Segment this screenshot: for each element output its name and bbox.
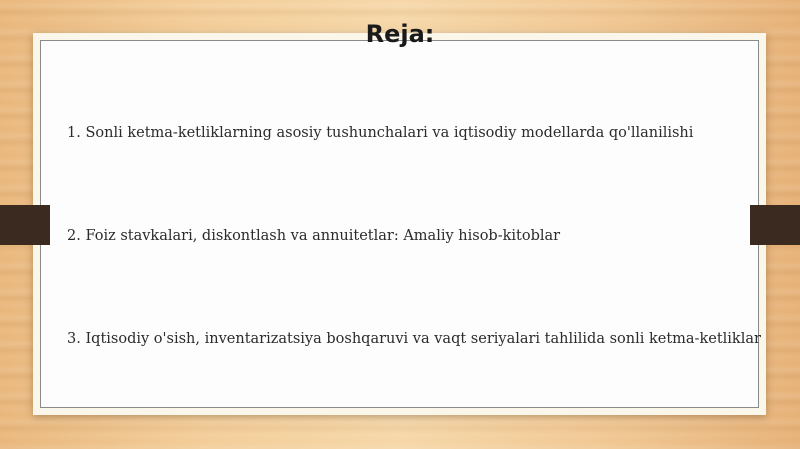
plan-item-3: 3. Iqtisodiy o'sish, inventarizatsiya boshqaruvi va vaqt seriyalari tahlilida sonli ketma-ketliklar [67, 331, 761, 347]
left-binder-tab [0, 205, 50, 245]
slide-title: Reja: [365, 20, 435, 48]
right-binder-tab [750, 205, 800, 245]
slide-paper [33, 33, 766, 415]
slide-content-frame [40, 40, 759, 408]
plan-item-1: 1. Sonli ketma-ketliklarning asosiy tushunchalari va iqtisodiy modellarda qo'llanilishi [67, 125, 694, 141]
plan-item-2: 2. Foiz stavkalari, diskontlash va annuitetlar: Amaliy hisob-kitoblar [67, 228, 561, 244]
